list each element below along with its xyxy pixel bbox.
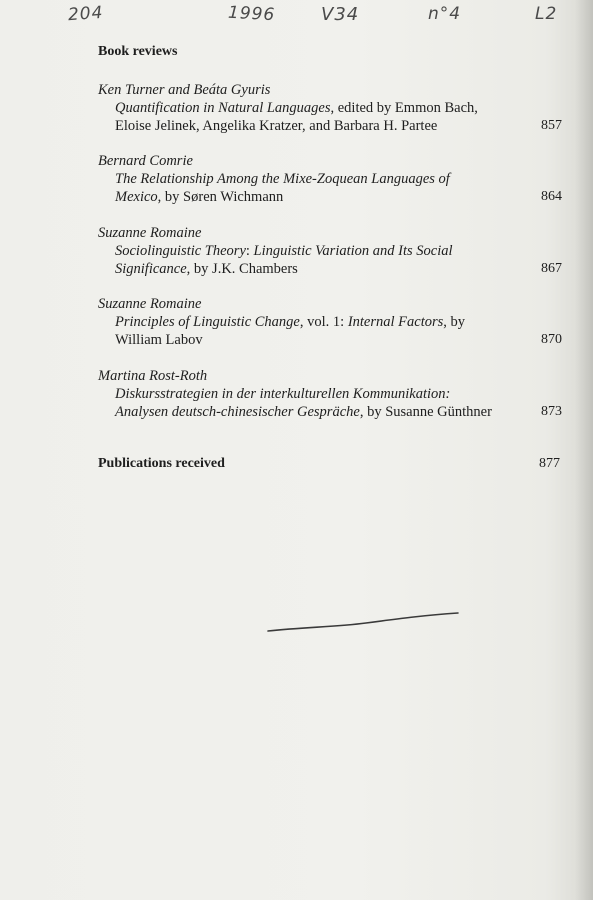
review-entry [98,295,564,349]
reviewer-name: Martina Rost-Roth [98,368,208,384]
book-title: Quantification in Natural Languages [115,100,331,116]
reviewer-name: Ken Turner and Beáta Gyuris [98,82,271,98]
page-number: 870 [541,332,562,347]
citation-text: : [245,243,254,259]
book-title: Sociolinguistic Theory [115,243,246,259]
page-number: 873 [541,404,562,419]
review-citation [98,99,564,135]
citation-text: William Labov [115,332,203,348]
page-number: 857 [541,118,562,133]
section-title-book-reviews: Book reviews [98,44,178,59]
book-title: Analysen deutsch-chinesischer Gespräche [115,404,360,420]
page-number: 867 [541,261,562,276]
book-title: Linguistic Variation and Its Social [253,243,453,259]
pen-stroke-mark [266,605,466,641]
page-number: 877 [539,456,560,471]
book-title: Mexico [115,189,158,205]
review-citation [98,170,564,206]
handwritten-note: 204 [67,2,105,26]
reviewer-name: Suzanne Romaine [98,225,202,241]
review-entry [98,224,564,278]
review-entry [98,152,564,206]
page-number: 864 [541,189,562,204]
review-citation [98,385,564,421]
citation-text: , by [443,314,466,330]
review-citation [98,242,564,278]
reviewer-name: Bernard Comrie [98,153,193,169]
section-title-publications: Publications received [98,456,225,471]
handwritten-note: n°4 [428,4,462,24]
handwritten-note: 1996 [227,2,276,26]
citation-text: , by Søren Wichmann [157,189,284,205]
book-title: Significance [115,261,187,277]
handwritten-note: V34 [321,4,360,25]
book-title: Principles of Linguistic Change [115,314,300,330]
review-entry [98,367,564,421]
citation-text: , by J.K. Chambers [186,261,298,277]
page-edge-shadow [575,0,593,900]
handwritten-note: L2 [535,4,558,24]
book-title: The Relationship Among the Mixe-Zoquean Languages of [115,171,450,187]
citation-text: , edited by Emmon Bach, [330,100,478,116]
reviewer-name: Suzanne Romaine [98,296,202,312]
review-citation [98,313,564,349]
review-entry [98,81,564,135]
book-title: Diskursstrategien in der interkulturellen Kommunikation: [115,386,451,402]
book-title: Internal Factors [347,314,444,330]
citation-text: , by Susanne Günthner [359,404,492,420]
citation-text: , vol. 1: [299,314,348,330]
citation-text: Eloise Jelinek, Angelika Kratzer, and Barbara H. Partee [115,118,438,134]
